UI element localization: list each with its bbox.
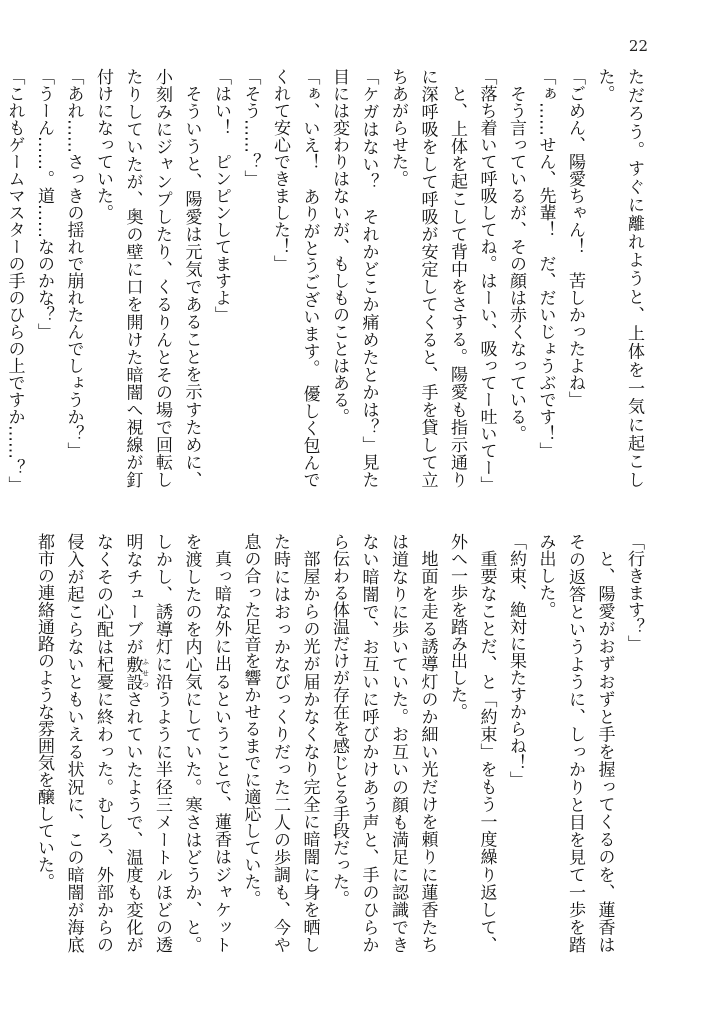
lower-text-column xyxy=(34,533,648,954)
ruby-annotation: 敷設 ふせつ xyxy=(122,655,150,691)
upper-text-column xyxy=(4,68,648,493)
dialog-line: 「ぁ……せん、先輩！ だ、だいじょうぶです！」 xyxy=(535,68,556,459)
paragraph: そういうと、陽愛は元気であることを示すために、小刻みにジャンプしたり、くるりんとその場で回転したりしていたが、奥の壁に口を開けた暗闇へ視線が釘付けになっていた。 xyxy=(93,68,202,488)
dialog-line: 「はい！ ピンピンしてますよ」 xyxy=(211,68,231,323)
dialog-line: 「これもゲームマスターの手のひらの上ですか……？」 xyxy=(4,68,25,493)
paragraph: と、陽愛がおずおずと手を握ってくるのを、蓮香はその返答というように、しっかりと目を見て一歩を踏み出した。 xyxy=(535,533,615,953)
page-number: 22 xyxy=(628,37,648,55)
dialog-line: 「落ち着いて呼吸してね。はーい、吸ってー吐いてー」 xyxy=(476,68,497,493)
dialog-line: 「あれ……さっきの揺れで崩れたんでしょうか？」 xyxy=(63,68,84,459)
paragraph: 重要なことだ、と「約束」をもう一度繰り返して、外へ一歩を踏み出した。 xyxy=(447,533,497,953)
dialog-line: 「ぁ、いえ！ ありがとうございます。 優しく包んでくれて安心できました！」 xyxy=(270,68,320,488)
dialog-line: 「行きます？」 xyxy=(624,533,644,652)
dialog-line: 「約束、絶対に果たすからね！」 xyxy=(506,533,526,788)
paragraph: 地面を走る誘導灯のか細い光だけを頼りに蓮香たちは道なりに歩いていた。お互いの顔も満足に認識できない暗闇で、お互いに呼びかけあう声と、手のひらから伝わる体温だけが存在を感じとる手段だった。 xyxy=(329,533,438,953)
dialog-line: 「そう……？」 xyxy=(240,68,261,187)
paragraph: 真っ暗な外に出るということで、蓮香はジャケットを渡したのを内心気にしていた。寒さはどうか、と。しかし、誘導灯に沿うように半径三メートルほどの透明なチューブが敷設 ふせつされていたようで、温度も変化がなくその心配は杞憂に終わった。むしろ、外部からの侵入が起こらないともいえる状況に、この暗闇が海底都市の連絡通路のような雰囲気を醸していた。 xyxy=(34,533,231,954)
dialog-line: 「ごめん、陽愛ちゃん！ 苦しかったよね」 xyxy=(565,68,585,408)
paragraph: ただろう。すぐに離れようと、上体を一気に起こした。 xyxy=(594,68,644,488)
dialog-line: 「ケガはない？ それかどこか痛めたとかは？」見た目には変わりはないが、もしものことはある。 xyxy=(329,68,379,488)
paragraph: 部屋からの光が届かなくなり完全に暗闇に身を晒した時にはおっかなびっくりだった二人の歩調も、今や息の合った足音を響かせるまでに適応していた。 xyxy=(240,533,320,953)
paragraph: そう言っているが、その顔は赤くなっている。 xyxy=(506,85,526,442)
paragraph: と、上体を起こして背中をさする。陽愛も指示通りに深呼吸をして呼吸が安定してくると、手を貸して立ちあがらせた。 xyxy=(388,68,467,488)
dialog-line: 「うーん……。道……なのかな？」 xyxy=(34,68,54,340)
